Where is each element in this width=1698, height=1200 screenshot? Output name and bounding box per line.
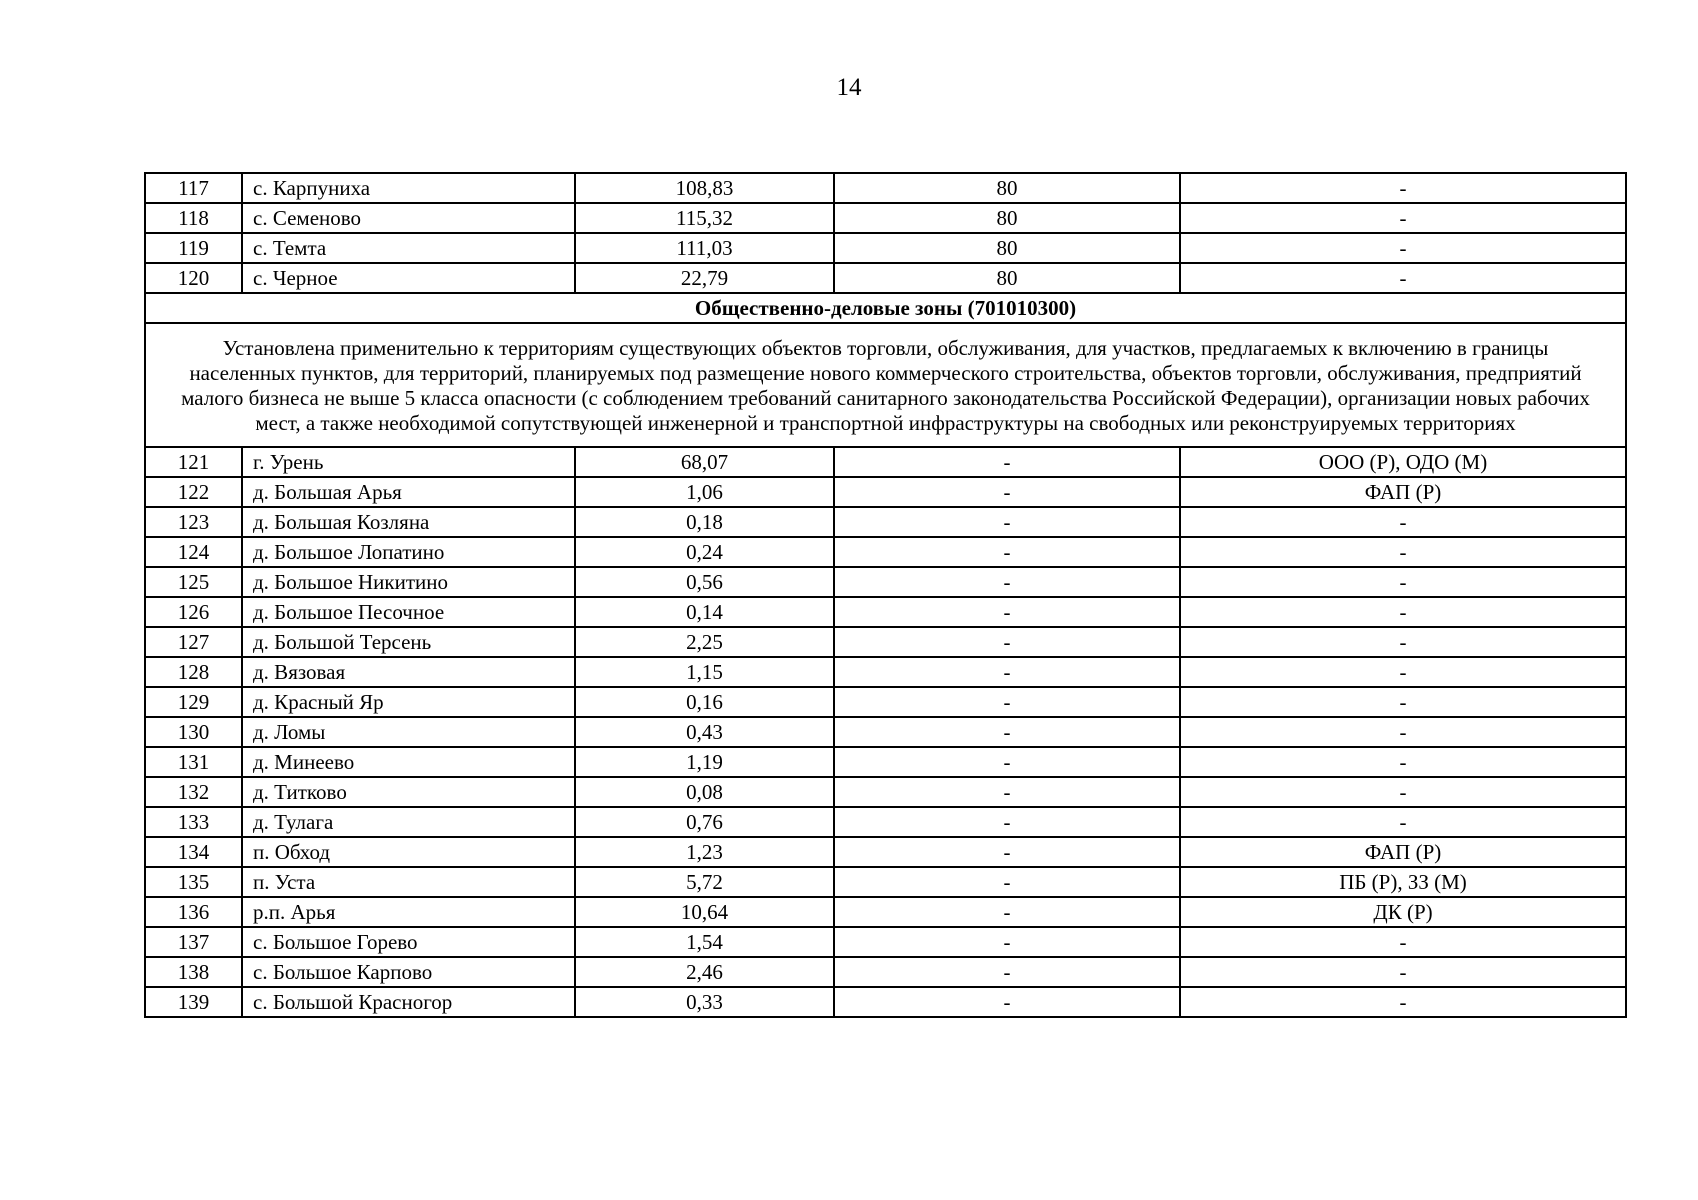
row-number: 136 [145, 897, 242, 927]
settlement-name: с. Черное [242, 263, 575, 293]
table-row [145, 567, 1626, 597]
zone-area: 1,19 [575, 747, 834, 777]
settlement-name: г. Урень [242, 447, 575, 477]
table-row [145, 897, 1626, 927]
built-up-percent: - [834, 477, 1180, 507]
built-up-percent: - [834, 807, 1180, 837]
settlement-name: д. Красный Яр [242, 687, 575, 717]
zone-area: 1,23 [575, 837, 834, 867]
row-number: 138 [145, 957, 242, 987]
planned-objects: - [1180, 687, 1626, 717]
planned-objects: ФАП (Р) [1180, 477, 1626, 507]
table-rows-bottom [145, 447, 1626, 1017]
settlement-name: д. Большое Лопатино [242, 537, 575, 567]
table-row [145, 627, 1626, 657]
built-up-percent: 80 [834, 263, 1180, 293]
settlement-name: д. Большая Козляна [242, 507, 575, 537]
built-up-percent: - [834, 447, 1180, 477]
row-number: 121 [145, 447, 242, 477]
settlement-name: д. Тулага [242, 807, 575, 837]
table-row [145, 597, 1626, 627]
row-number: 139 [145, 987, 242, 1017]
zone-area: 0,08 [575, 777, 834, 807]
zone-area: 1,06 [575, 477, 834, 507]
settlement-name: р.п. Арья [242, 897, 575, 927]
row-number: 133 [145, 807, 242, 837]
built-up-percent: - [834, 897, 1180, 927]
zone-area: 0,56 [575, 567, 834, 597]
table-row [145, 507, 1626, 537]
planned-objects: - [1180, 173, 1626, 203]
settlement-name: д. Титково [242, 777, 575, 807]
planned-objects: ДК (Р) [1180, 897, 1626, 927]
planned-objects: - [1180, 233, 1626, 263]
row-number: 120 [145, 263, 242, 293]
planned-objects: - [1180, 597, 1626, 627]
built-up-percent: - [834, 507, 1180, 537]
planned-objects: - [1180, 657, 1626, 687]
planned-objects: - [1180, 747, 1626, 777]
zone-area: 22,79 [575, 263, 834, 293]
row-number: 135 [145, 867, 242, 897]
settlement-name: с. Большое Горево [242, 927, 575, 957]
settlement-name: п. Обход [242, 837, 575, 867]
zone-area: 108,83 [575, 173, 834, 203]
settlement-name: д. Ломы [242, 717, 575, 747]
table-row [145, 173, 1626, 203]
row-number: 129 [145, 687, 242, 717]
zones-table [144, 172, 1627, 1018]
built-up-percent: 80 [834, 233, 1180, 263]
settlement-name: д. Большое Никитино [242, 567, 575, 597]
built-up-percent: - [834, 927, 1180, 957]
settlement-name: д. Большое Песочное [242, 597, 575, 627]
row-number: 118 [145, 203, 242, 233]
planned-objects: - [1180, 263, 1626, 293]
row-number: 123 [145, 507, 242, 537]
table-row [145, 717, 1626, 747]
row-number: 117 [145, 173, 242, 203]
table-row [145, 987, 1626, 1017]
settlement-name: с. Большой Красногор [242, 987, 575, 1017]
built-up-percent: - [834, 597, 1180, 627]
table-row [145, 203, 1626, 233]
table-row [145, 777, 1626, 807]
zone-area: 68,07 [575, 447, 834, 477]
built-up-percent: - [834, 837, 1180, 867]
settlement-name: д. Минеево [242, 747, 575, 777]
built-up-percent: - [834, 987, 1180, 1017]
row-number: 125 [145, 567, 242, 597]
section-description-row [145, 323, 1626, 447]
page-number: 14 [836, 74, 862, 101]
planned-objects: ООО (Р), ОДО (М) [1180, 447, 1626, 477]
row-number: 131 [145, 747, 242, 777]
zone-area: 10,64 [575, 897, 834, 927]
table-row [145, 747, 1626, 777]
table-row [145, 537, 1626, 567]
zone-area: 0,76 [575, 807, 834, 837]
built-up-percent: - [834, 627, 1180, 657]
built-up-percent: - [834, 867, 1180, 897]
zone-area: 0,43 [575, 717, 834, 747]
row-number: 122 [145, 477, 242, 507]
zone-area: 0,33 [575, 987, 834, 1017]
table-row [145, 687, 1626, 717]
zone-area: 1,15 [575, 657, 834, 687]
built-up-percent: - [834, 537, 1180, 567]
built-up-percent: - [834, 657, 1180, 687]
row-number: 127 [145, 627, 242, 657]
planned-objects: - [1180, 957, 1626, 987]
planned-objects: - [1180, 627, 1626, 657]
zone-area: 0,24 [575, 537, 834, 567]
table-row [145, 657, 1626, 687]
built-up-percent: - [834, 567, 1180, 597]
built-up-percent: 80 [834, 203, 1180, 233]
planned-objects: ПБ (Р), ЗЗ (М) [1180, 867, 1626, 897]
row-number: 126 [145, 597, 242, 627]
zone-area: 0,18 [575, 507, 834, 537]
built-up-percent: - [834, 687, 1180, 717]
settlement-name: с. Темта [242, 233, 575, 263]
row-number: 134 [145, 837, 242, 867]
built-up-percent: - [834, 747, 1180, 777]
built-up-percent: - [834, 777, 1180, 807]
settlement-name: с. Карпуниха [242, 173, 575, 203]
planned-objects: - [1180, 777, 1626, 807]
section-title: Общественно-деловые зоны (701010300) [145, 293, 1626, 323]
planned-objects: - [1180, 987, 1626, 1017]
planned-objects: - [1180, 537, 1626, 567]
zone-area: 5,72 [575, 867, 834, 897]
settlement-name: д. Вязовая [242, 657, 575, 687]
table-row [145, 263, 1626, 293]
built-up-percent: - [834, 717, 1180, 747]
section-title-row [145, 293, 1626, 323]
settlement-name: п. Уста [242, 867, 575, 897]
zone-area: 115,32 [575, 203, 834, 233]
table-row [145, 233, 1626, 263]
zone-area: 0,16 [575, 687, 834, 717]
zone-area: 2,46 [575, 957, 834, 987]
planned-objects: ФАП (Р) [1180, 837, 1626, 867]
section-block [145, 293, 1626, 447]
planned-objects: - [1180, 807, 1626, 837]
table-row [145, 837, 1626, 867]
planned-objects: - [1180, 717, 1626, 747]
built-up-percent: 80 [834, 173, 1180, 203]
section-description: Установлена применительно к территориям существующих объектов торговли, обслуживания, для участков, предлагаемых к включению в границы населенных пунктов, для территорий, планируемых под размещение нового коммерческого строительства, объектов торговли, обслуживания, предприятий малого бизнеса не выше 5 класса опасности (с соблюдением требований санитарного законодательства Российской Федерации), организации новых рабочих мест, а также необходимой сопутствующей инженерной и транспортной инфраструктуры на свободных или реконструируемых территориях [145, 323, 1626, 447]
table-row [145, 957, 1626, 987]
row-number: 130 [145, 717, 242, 747]
zone-area: 1,54 [575, 927, 834, 957]
table-row [145, 447, 1626, 477]
row-number: 128 [145, 657, 242, 687]
row-number: 119 [145, 233, 242, 263]
zone-area: 2,25 [575, 627, 834, 657]
settlement-name: с. Большое Карпово [242, 957, 575, 987]
table-row [145, 807, 1626, 837]
planned-objects: - [1180, 203, 1626, 233]
table-row [145, 927, 1626, 957]
planned-objects: - [1180, 927, 1626, 957]
table-rows-top [145, 173, 1626, 293]
built-up-percent: - [834, 957, 1180, 987]
planned-objects: - [1180, 567, 1626, 597]
settlement-name: д. Большая Арья [242, 477, 575, 507]
row-number: 137 [145, 927, 242, 957]
settlement-name: с. Семеново [242, 203, 575, 233]
table-row [145, 867, 1626, 897]
zone-area: 0,14 [575, 597, 834, 627]
table-row [145, 477, 1626, 507]
row-number: 132 [145, 777, 242, 807]
row-number: 124 [145, 537, 242, 567]
settlement-name: д. Большой Терсень [242, 627, 575, 657]
zone-area: 111,03 [575, 233, 834, 263]
planned-objects: - [1180, 507, 1626, 537]
